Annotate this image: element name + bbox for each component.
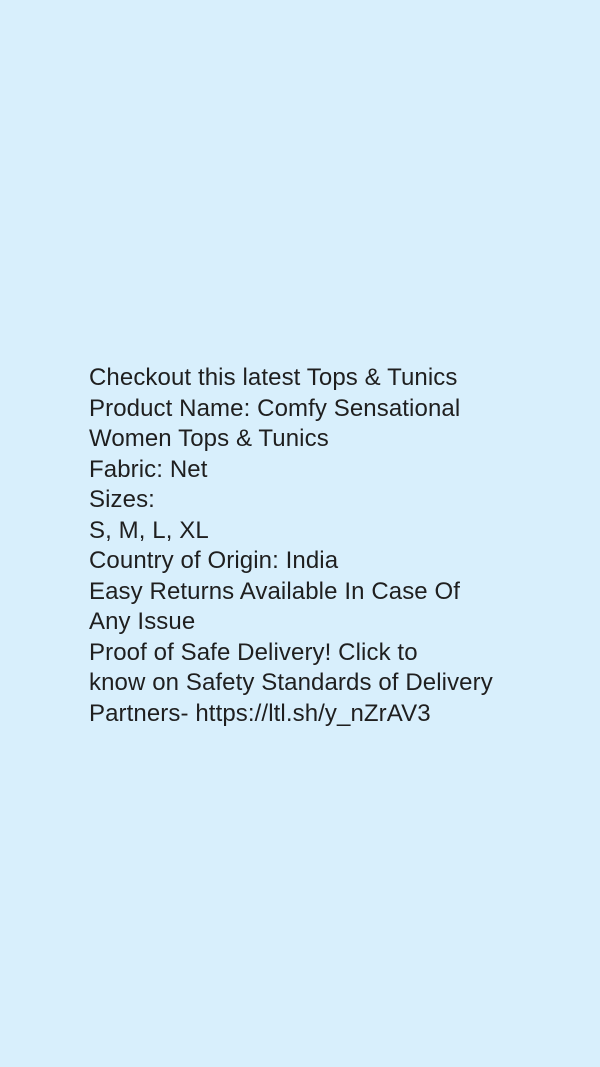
description-line-partners-link: Partners- https://ltl.sh/y_nZrAV3 (89, 699, 431, 727)
description-line-sizes-values: S, M, L, XL (89, 516, 209, 544)
description-line-product-name: Product Name: Comfy Sensational (89, 394, 461, 422)
description-line-country: Country of Origin: India (89, 547, 339, 574)
description-line-headline: Checkout this latest Tops & Tunics (89, 364, 458, 391)
description-line-safety-standards: know on Safety Standards of Delivery (89, 669, 493, 696)
description-line-safe-delivery: Proof of Safe Delivery! Click to (89, 638, 418, 666)
description-line-fabric: Fabric: Net (89, 455, 208, 483)
description-line-sizes-label: Sizes: (89, 486, 155, 513)
product-description (89, 363, 549, 729)
description-line-returns: Easy Returns Available In Case Of (89, 577, 461, 605)
description-line-returns-cont: Any Issue (89, 608, 196, 635)
description-line-product-name-cont: Women Tops & Tunics (89, 425, 329, 452)
